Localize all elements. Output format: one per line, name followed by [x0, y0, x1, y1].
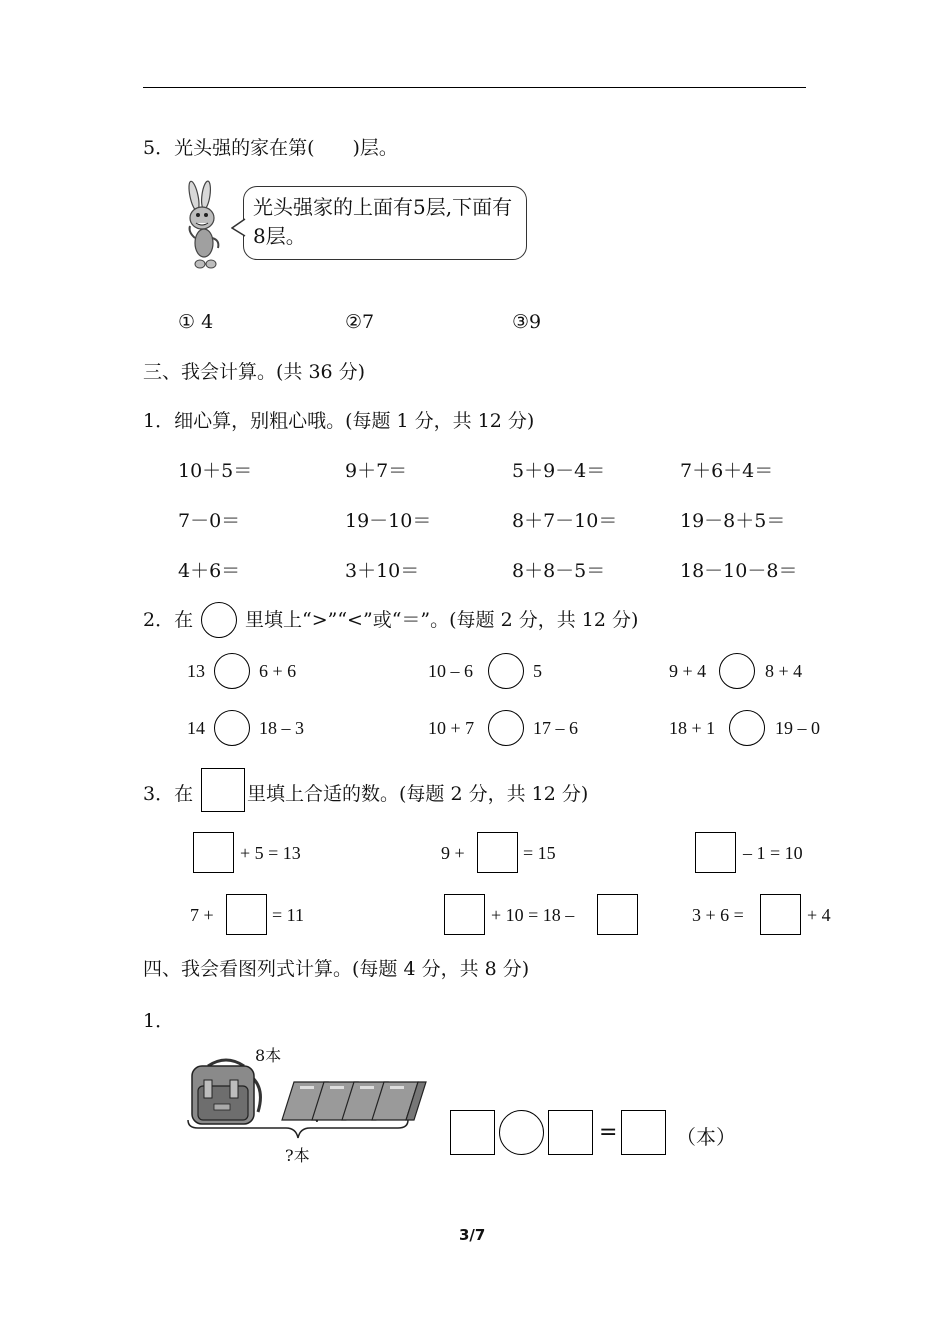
answer-box[interactable]	[695, 832, 736, 873]
answer-circle[interactable]	[488, 710, 524, 746]
answer-circle[interactable]	[729, 710, 765, 746]
compare-left: 14	[187, 718, 205, 738]
calc-item: 18－10－8＝	[680, 560, 798, 582]
fill-expr: = 15	[523, 843, 556, 863]
fill-expr: 7 +	[190, 905, 214, 925]
q1-stem: 1．细心算，别粗心哦。(每题 1 分，共 12 分)	[143, 410, 535, 432]
answer-circle[interactable]	[488, 653, 524, 689]
unit-label: （本）	[676, 1125, 736, 1149]
compare-left: 13	[187, 661, 205, 681]
compare-right: 19 – 0	[775, 718, 820, 738]
compare-right: 18 – 3	[259, 718, 304, 738]
answer-box[interactable]	[226, 894, 267, 935]
option-b: ②7	[345, 311, 375, 333]
fill-expr: + 4	[807, 905, 831, 925]
compare-left: 10 + 7	[428, 718, 475, 738]
section3-title: 三、我会计算。(共 36 分)	[143, 361, 366, 383]
compare-right: 5	[533, 661, 542, 681]
fill-expr: – 1 = 10	[743, 843, 803, 863]
books-label: 8本	[255, 1046, 282, 1065]
answer-circle[interactable]	[214, 710, 250, 746]
answer-circle[interactable]	[214, 653, 250, 689]
calc-item: 8＋7－10＝	[512, 510, 618, 532]
page-number: 3/7	[459, 1226, 486, 1244]
total-label: ?本	[285, 1146, 310, 1165]
compare-left: 18 + 1	[669, 718, 716, 738]
option-c: ③9	[512, 311, 542, 333]
answer-box[interactable]	[444, 894, 485, 935]
fill-expr: + 5 = 13	[240, 843, 301, 863]
answer-box[interactable]	[548, 1110, 593, 1155]
answer-box[interactable]	[621, 1110, 666, 1155]
calc-item: 7＋6＋4＝	[680, 460, 774, 482]
equals-sign: =	[599, 1120, 618, 1145]
fill-expr: 9 +	[441, 843, 465, 863]
answer-box[interactable]	[477, 832, 518, 873]
q2-stem-prefix: 2．在	[143, 609, 194, 631]
answer-box[interactable]	[597, 894, 638, 935]
s4-q1-label: 1．	[143, 1010, 175, 1032]
bubble-text: 光头强家的上面有5层,下面有8层。	[253, 195, 513, 248]
calc-item: 4＋6＝	[178, 560, 241, 582]
q3-stem-prefix: 3．在	[143, 783, 194, 805]
fill-expr: + 10 = 18 –	[491, 905, 575, 925]
calc-item: 3＋10＝	[345, 560, 420, 582]
rabbit-icon	[182, 180, 230, 272]
bubble-tail	[231, 218, 247, 238]
calc-item: 10＋5＝	[178, 460, 253, 482]
section4-title: 四、我会看图列式计算。(每题 4 分，共 8 分)	[143, 958, 530, 980]
answer-box[interactable]	[450, 1110, 495, 1155]
compare-left: 9 + 4	[669, 661, 707, 681]
answer-box[interactable]	[760, 894, 801, 935]
q3-stem-suffix: 里填上合适的数。(每题 2 分，共 12 分)	[247, 783, 589, 805]
calc-item: 9＋7＝	[345, 460, 408, 482]
answer-box[interactable]	[193, 832, 234, 873]
fill-expr: = 11	[272, 905, 304, 925]
option-a: ① 4	[178, 311, 214, 333]
books-icon	[280, 1078, 430, 1122]
q2-stem-suffix: 里填上“>”“<”或“＝”。(每题 2 分，共 12 分)	[245, 609, 639, 631]
fill-expr: 3 + 6 =	[692, 905, 744, 925]
q5-stem: 5．光头强的家在第( )层。	[143, 137, 398, 159]
compare-right: 17 – 6	[533, 718, 578, 738]
operator-circle[interactable]	[499, 1110, 544, 1155]
calc-item: 8＋8－5＝	[512, 560, 606, 582]
answer-box[interactable]	[201, 768, 245, 812]
compare-left: 10 – 6	[428, 661, 473, 681]
calc-item: 7－0＝	[178, 510, 241, 532]
calc-item: 19－10＝	[345, 510, 432, 532]
answer-circle[interactable]	[201, 602, 237, 638]
calc-item: 5＋9－4＝	[512, 460, 606, 482]
compare-right: 8 + 4	[765, 661, 803, 681]
header-rule	[143, 87, 806, 88]
calc-item: 19－8＋5＝	[680, 510, 786, 532]
compare-right: 6 + 6	[259, 661, 297, 681]
answer-circle[interactable]	[719, 653, 755, 689]
total-brace	[186, 1118, 411, 1142]
